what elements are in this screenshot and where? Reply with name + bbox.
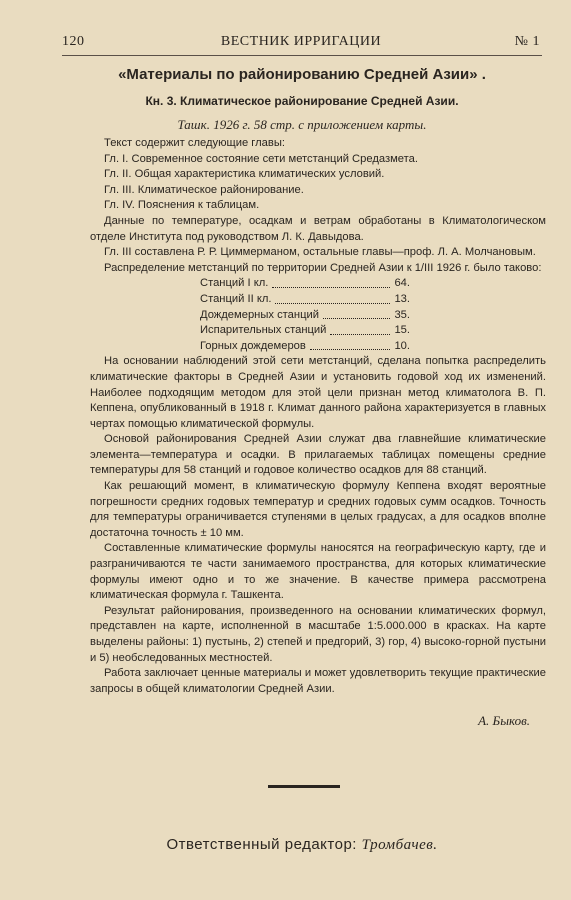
station-label: Станций II кл.: [200, 292, 272, 305]
paragraph: Как решающий момент, в климатическую формулу Кеппена входят вероятные погрешности средних годовых температур и средних годовых сумм осадков. Точность для температуры ограничивается ступенями в целых градусах, а для осадков вполне достаточна точность ± 10 мм.: [90, 480, 546, 539]
reviewer-signature: А. Быков.: [478, 713, 530, 728]
header-rule: [62, 55, 542, 56]
station-row: [200, 308, 410, 324]
review-body: [90, 136, 546, 697]
review-title: «Материалы по районированию Средней Азии» .: [118, 66, 486, 83]
paragraph: На основании наблюдений этой сети метстанций, сделана попытка распределить климатические факторы в Средней Азии и установить годовой ход их изменений. Наиболее подходящим методом для этой цели признан метод климатолога В. П. Кеппена, опубликованный в 1918 г. Климат данного района характеризуется в главных чертах помощью климатической формулы.: [90, 355, 546, 430]
station-label: Горных дождемеров: [200, 339, 306, 352]
station-label: Станций I кл.: [200, 277, 269, 290]
station-label: Дождемерных станций: [200, 308, 319, 321]
station-label: Испарительных станций: [200, 324, 327, 337]
paragraph: Основой районирования Средней Азии служат два главнейшие климатические элемента—температура и осадки. В прилагаемых таблицах помещены средние температуры для 58 станций и годовое количество осадков для 88 станций.: [90, 433, 546, 477]
leader-dots: [330, 323, 390, 335]
stations-table: [200, 276, 546, 354]
editor-label: Ответственный редактор:: [166, 836, 357, 853]
paragraph: Распределение метстанций по территории Средней Азии к 1/III 1926 г. было таково:: [104, 261, 542, 274]
paragraph: Результат районирования, произведенного на основании климатических формул, представлен на карте, исполненной в масштабе 1:5.000.000 в красках. На карте выделены районы: 1) пустынь, 2) степей и предгорий, 3) гор, 4) высоко-горной пустыни и 5) необследованных местностей.: [90, 604, 546, 664]
section-divider: [268, 785, 340, 788]
chapters-intro: Текст содержит следующие главы:: [104, 137, 285, 149]
editor-name: Тромбачев.: [361, 837, 438, 853]
publication-details: Ташк. 1926 г. 58 стр. с приложением карты.: [177, 117, 427, 132]
station-row: [200, 339, 410, 355]
station-count: 35.: [394, 308, 410, 321]
running-header: [62, 34, 540, 54]
chapter-item: Гл. II. Общая характеристика климатических условий.: [104, 168, 385, 181]
paragraph: Работа заключает ценные материалы и может удовлетворить текущие практические запросы в общей климатологии Средней Азии.: [90, 667, 546, 695]
station-row: [200, 276, 410, 292]
chapter-item: Гл. III. Климатическое районирование.: [104, 183, 304, 196]
station-count: 10.: [394, 339, 410, 352]
chapter-item: Гл. I. Современное состояние сети метстанций Средазмета.: [104, 152, 418, 165]
station-row: [200, 292, 410, 308]
leader-dots: [323, 308, 390, 320]
leader-dots: [275, 292, 390, 304]
page-number: 120: [62, 34, 85, 49]
chapter-item: Гл. IV. Пояснения к таблицам.: [104, 199, 260, 212]
issue-number: № 1: [514, 34, 540, 49]
editor-line: [62, 836, 542, 854]
leader-dots: [272, 276, 390, 288]
leader-dots: [310, 339, 391, 351]
station-count: 64.: [394, 277, 410, 290]
paragraph: Данные по температуре, осадкам и ветрам обработаны в Климатологическом отделе Института под руководством Л. К. Давыдова.: [90, 214, 546, 243]
journal-title: ВЕСТНИК ИРРИГАЦИИ: [220, 34, 382, 49]
station-count: 13.: [394, 292, 410, 305]
station-count: 15.: [394, 324, 410, 337]
station-row: [200, 323, 410, 339]
paragraph: Составленные климатические формулы наносятся на географическую карту, где и разграничиваются те части занимаемого пространства, для которых климатические формулы имеют одно и то же значение. В качестве примера рассмотрена климатическая формула г. Ташкента.: [90, 542, 546, 602]
review-subtitle: Кн. 3. Климатическое районирование Средней Азии.: [145, 94, 459, 108]
paragraph: Гл. III составлена Р. Р. Циммерманом, остальные главы—проф. Л. А. Молчановым.: [104, 246, 536, 259]
